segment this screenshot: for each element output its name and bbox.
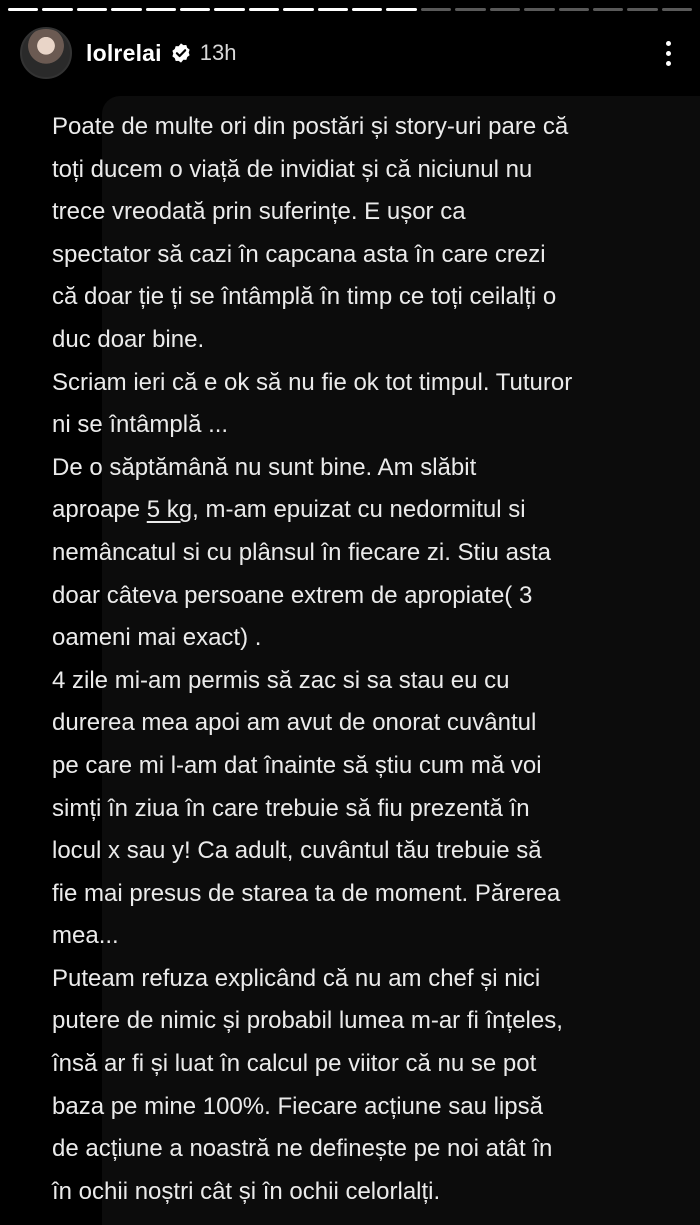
story-progress-fill — [42, 8, 72, 11]
story-progress-fill — [146, 8, 176, 11]
story-progress-fill — [77, 8, 107, 11]
story-progress-segment — [593, 8, 623, 11]
avatar[interactable] — [20, 27, 72, 79]
story-progress-segment — [662, 8, 692, 11]
post-time: 13h — [199, 40, 237, 65]
story-progress-segment — [180, 8, 210, 11]
story-text-part-2: , m-am epuizat cu nedormitul si nemâncatul si cu plânsul în fiecare zi. Stiu asta doar câteva persoane extrem de apropiate( 3 oameni mai exact) . 4 zile mi-am permis să zac si sa stau eu cu durerea mea apoi am avut de onorat cuvântul pe care mi l-am dat înainte să știu cum mă voi simți în ziua în care trebuie să fiu prezentă în locul x sau y! Ca adult, cuvântul tău trebuie să fie mai presus de starea ta de moment. Părerea mea... Puteam refuza explicând că nu am chef și nici putere de nimic și probabil lumea m-ar fi înțeles, însă ar fi și luat în calcul pe viitor că nu se pot baza pe mine 100%. Fiecare acțiune sau lipsă de acțiune a noastră ne definește pe noi atât în în ochii noștri cât și în ochii celorlalți. — [52, 496, 563, 1205]
story-progress-segment — [524, 8, 554, 11]
story-progress-segment — [8, 8, 38, 11]
story-progress-segment — [249, 8, 279, 11]
story-progress-segment — [42, 8, 72, 11]
story-progress-segment — [77, 8, 107, 11]
story-progress-segment — [490, 8, 520, 11]
story-progress-segment — [283, 8, 313, 11]
story-progress-fill — [180, 8, 210, 11]
story-text — [52, 106, 642, 1213]
story-text-part-1: Poate de multe ori din postări și story-uri pare că toți ducem o viață de invidiat și că niciunul nu trece vreodată prin suferințe. E ușor ca spectator să cazi în capcana asta în care crezi că doar ție ți se întâmplă în timp ce toți ceilalți o duc doar bine. Scriam ieri că e ok să nu fie ok tot timpul. Tuturor ni se întâmplă ... De o săptămână nu sunt bine. Am slăbit aproape — [52, 113, 573, 524]
story-progress-fill — [318, 8, 348, 11]
story-text-highlight: 5 kg — [146, 496, 193, 524]
more-vertical-icon[interactable] — [656, 33, 680, 73]
story-progress-segment — [627, 8, 657, 11]
story-progress-segment — [386, 8, 416, 11]
username[interactable]: lolrelai — [86, 39, 162, 66]
story-progress-fill — [352, 8, 382, 11]
story-progress-fill — [8, 8, 38, 11]
verified-badge-icon — [170, 42, 192, 64]
story-progress-segment — [146, 8, 176, 11]
story-progress-fill — [283, 8, 313, 11]
story-progress-segment — [318, 8, 348, 11]
story-header — [20, 24, 680, 82]
story-progress-segment — [214, 8, 244, 11]
story-progress-segment — [352, 8, 382, 11]
story-progress-segment — [455, 8, 485, 11]
story-progress-segment — [421, 8, 451, 11]
story-progress-segment — [111, 8, 141, 11]
story-progress-segment — [559, 8, 589, 11]
story-progress-fill — [214, 8, 244, 11]
story-progress-bar — [8, 8, 692, 11]
story-progress-fill — [386, 8, 416, 11]
story-progress-fill — [249, 8, 279, 11]
story-progress-fill — [111, 8, 141, 11]
